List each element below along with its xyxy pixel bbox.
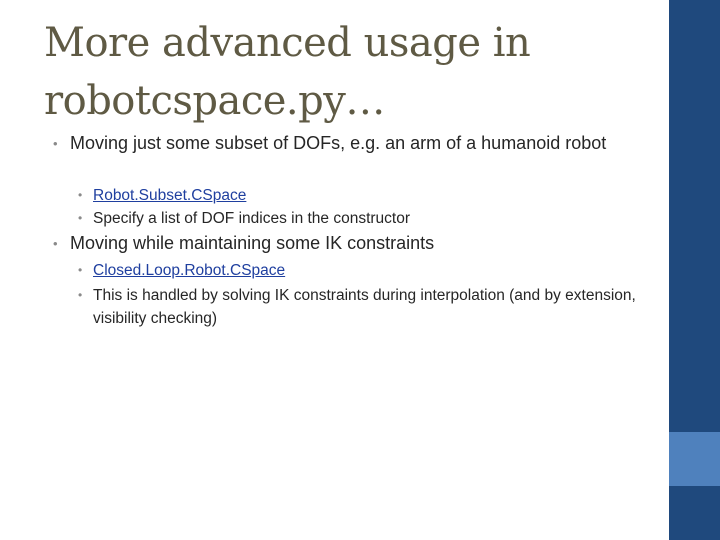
closed-loop-cspace-link[interactable]: Closed.Loop.Robot.CSpace bbox=[93, 262, 286, 279]
bullet-marker: • bbox=[53, 236, 58, 251]
sub-bullet-text: This is handled by solving IK constraints during interpolation (and by extension, visibility checking) bbox=[93, 287, 636, 327]
sub-bullet-text: Specify a list of DOF indices in the constructor bbox=[93, 210, 411, 227]
subset-cspace-link[interactable]: Robot.Subset.CSpace bbox=[93, 187, 247, 204]
sidebar-accent-block bbox=[669, 432, 720, 486]
bullet-marker: • bbox=[78, 188, 83, 202]
bullet-text: Moving just some subset of DOFs, e.g. an arm of a humanoid robot bbox=[70, 133, 607, 153]
title-line-1: More advanced usage in bbox=[44, 20, 531, 66]
bullet-marker: • bbox=[78, 263, 83, 277]
bullet-marker: • bbox=[53, 136, 58, 151]
title-line-2: robotcspace.py… bbox=[44, 78, 385, 124]
bullet-item bbox=[53, 232, 630, 255]
bullet-marker: • bbox=[78, 288, 83, 302]
bullet-item bbox=[53, 132, 630, 155]
bullet-text: Moving while maintaining some IK constraints bbox=[70, 233, 435, 253]
sub-bullet-item[interactable] bbox=[78, 184, 638, 207]
slide-title bbox=[44, 14, 644, 130]
sub-bullet-item bbox=[78, 207, 638, 230]
sub-bullet-item bbox=[78, 284, 638, 330]
bullet-marker: • bbox=[78, 211, 83, 225]
sub-bullet-item[interactable] bbox=[78, 259, 638, 282]
